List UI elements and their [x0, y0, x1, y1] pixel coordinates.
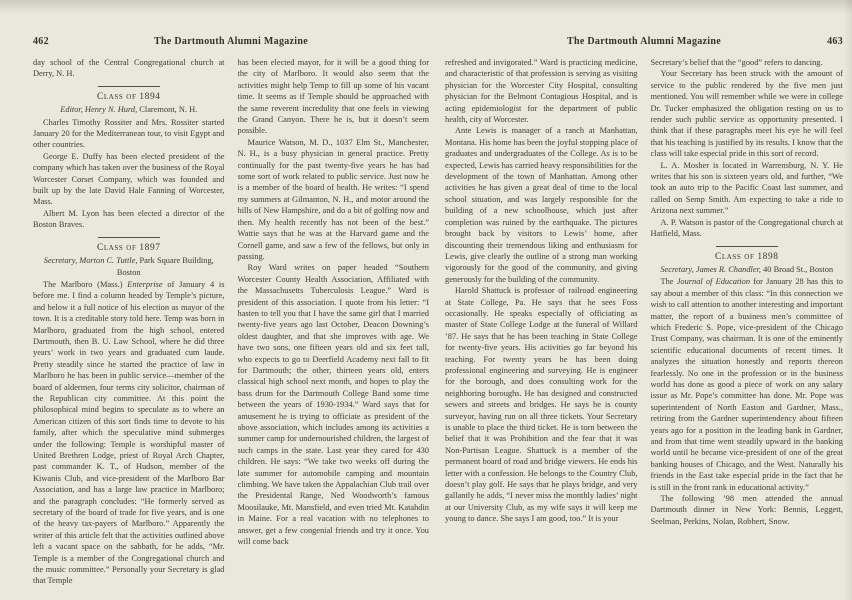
paragraph: Ante Lewis is manager of a ranch at Manhattan, Montana. His home has been the joyful stopping place of graduates and undergraduates of the College. As is to be expected, Lewis has carried heavy responsibilities for the development of the town of Manhattan. Among other activities he has given a great deal of time to the local school situation, and was largely responsible for the building of a new schoolhouse, which just after completion was ruined by the earthquake. The pictures brought back by visitors to Lewis’ home, after discounting their tremendous liking and enthusiasm for Lewis, give clearly the outline of a strong man working vigorously for the good of the community, and giving generously for the building of the community. — [445, 126, 638, 284]
left-column-1 — [33, 57, 225, 594]
paragraph — [651, 276, 844, 493]
paragraph-text: of January 4 is before me. I find a column headed by Temple’s picture, and below it a full notice of his election as mayor of the town. It is a creditable story told here. Temp was born in Marlboro, graduated from the high school, entered Dartmouth, then B. U. Law School, where he did three years’ work in two years and graduated cum laude. Pretty steadily since he started the practice of law in Marlboro he has been in public service—member of the board of aldermen, four terms city solicitor, chairman of the Republican city committee. At this point the philosophical mind begins to speculate as to where an American citizen of this sort finds time to devote to his family, after which the speculative mind submerges under the following: Temple is worshipful master of United Brethren Lodge, priest of Royal Arch Chapter, past commander K. T., of Hudson, member of the Kiwanis Club, and vice-president of the Marlboro Bar Association, and has a large law practice in Marlboro; and the paragraph concludes: “He formerly served as secretary of the board of trade for five years, and is one of the heavy tax-payers of Marlboro.” Apparently the writer of this article felt that the activities outlined above left a vacant space on the sabbath, for he adds, “Mr. Temple is a member of the Congregational church and the music committee.” Personally your Secretary is glad that Temple — [33, 279, 225, 586]
right-column-2 — [651, 57, 844, 594]
class-heading-1894: Class of 1894 — [96, 91, 161, 102]
left-column-2 — [238, 57, 430, 594]
class-heading-1897: Class of 1897 — [96, 242, 161, 253]
paragraph-text: for January 28 has this to say about a member of this class: “In this connection we wish to call attention to another interesting and important matter, the report of a business men’s committee of which Frederic S. Pope, vice-president of the Chicago Trust Company, was chairman. It is one of the eminently scientific educational documents of recent times. It analyzes the situation honestly and reports thereon fearlessly. No one in the profession or in the business world has done as good a piece of work on any salary issue as Mr. Pope’s committee has done. Mr. Pope was superintendent of North Easton and Gardner, Mass., retiring from the Gardner superintendency about fifteen years ago for a position in the leading bank in Gardner, and from that time went steadily upward in the banking world until he became vice-president of one of the great banking houses of Chicago, and the West. Naturally his friends in the East take especial pride in the fact that he is still in the front rank in educational activity.” — [650, 277, 843, 492]
officer-name: Editor, Henry N. Hurd, — [60, 105, 138, 115]
publication-name: Journal of Education — [676, 277, 751, 287]
class-heading-1898: Class of 1898 — [714, 251, 779, 262]
left-page-header — [33, 36, 429, 50]
section-divider — [716, 246, 778, 247]
paragraph: Charles Timothy Rossiter and Mrs. Rossiter started January 20 for the Mediterranean tour, to visit Egypt and other countries. — [33, 117, 225, 150]
paragraph: George E. Duffy has been elected president of the company which has taken over the business of the Royal Worcester Corset Company, which was founded and built up by the late David Hale Fanning of Worcester, Mass. — [33, 151, 225, 207]
section-divider — [98, 237, 160, 238]
officer-address: Claremont, N. H. — [137, 105, 198, 115]
magazine-title: The Dartmouth Alumni Magazine — [567, 36, 721, 47]
class-officer-line — [33, 255, 225, 278]
paragraph: Maurice Watson, M. D., 1037 Elm St., Manchester, N. H., is a busy physician in general practice. Pretty continually for the past twenty-five years he has had some sort of work related to public service. Just now he is a member of the board of health. He writes: “I spend my summers at Gilmanton, N. H., and motor around the hills of New Hampshire, and do a bit of golfing now and then. My health recently has not been of the best.” Wattie says that he was at the Harvard game and the Cornell game, and saw a few of the fellows, but only in passing. — [237, 137, 429, 261]
paragraph: Albert M. Lyon has been elected a director of the Boston Braves. — [33, 208, 225, 230]
paragraph: Your Secretary has been struck with the amount of service to the public rendered by the five men just mentioned. You will remember while we were in college Dr. Tucker emphasized the obligation resting on us to render such public service as opportunity presented. I think that if these paragraphs meet his eye he will feel that his teaching is justified by its results. I know that the class will take especial pride in this sort of record. — [650, 69, 843, 159]
section-divider — [98, 86, 160, 87]
paragraph: Harold Shattuck is professor of railroad engineering at State College, Pa. He says that he sees Foss occasionally. He speaks especially of officiating as master of State College Lodge at the funeral of Willard ’87. He says that he has been teaching in State College for twenty-five years. His activities go far beyond his teaching. For twenty years he has been doing professional engineering and surveying. He is engineer for the borough, and does consulting work for the neighboring boroughs. He has designed and constructed sewers and streets and bridges. He says he is county surveyor, having run on all three tickets. Your Secretary is unable to place the third ticket. He is torn between the belief that it was Prohibition and the fear that it was Non-Partisan League. Shattuck is a member of the permanent board of road and bridge viewers. He ends his letter with a confession. He belongs to the Country Club, doesn’t play golf. He says that he plays bridge, and very gallantly he adds, “I never miss the monthly ladies’ night at our University Club, as my wife says it will keep me young to dance. She says I am good, too.” It is your — [445, 286, 638, 524]
magazine-title: The Dartmouth Alumni Magazine — [154, 36, 308, 47]
paragraph-text: The Marlboro (Mass.) — [43, 279, 128, 289]
officer-name: Secretary, James R. Chandler, — [660, 264, 761, 274]
paragraph: has been elected mayor, for it will be a good thing for the city of Marlboro. It would also seem that the activities might help Temp to fill up some of his vacant time. It seems as if Temple should be approached with the same reverent incredulity that one feels in viewing the Grand Canyon. There he is, but it doesn’t seem possible. — [237, 58, 429, 136]
right-page-header — [445, 36, 843, 50]
right-page — [426, 0, 852, 600]
class-officer-line — [33, 104, 225, 115]
paragraph: refreshed and invigorated.” Ward is practicing medicine, and characteristic of that profession is serving as visiting physician for the Worcester City Hospital, consulting physician for the Belmont Contagious Hospital, and is acting epidemiologist for the department of public health, city of Worcester. — [445, 58, 638, 125]
paragraph: day school of the Central Congregational church at Derry, N. H. — [33, 58, 225, 79]
officer-address: Park Square Building, Boston — [116, 256, 214, 277]
paragraph — [33, 279, 225, 587]
paragraph: Roy Ward writes on paper headed “Southern Worcester County Health Association, Affiliated with the Massachusetts Tuberculosis League.” Ward is president of this association. I quote from his letter: “I hasten to tell you that I have the same girl that I married twenty-five years ago last October, Deacon Downing’s oldest daughter, and that she improves with age. We have two sons, one fifteen years old and six feet tall, who expects to go to Deerfield Academy next fall to fit for Dartmouth; the other, thirteen years old, enters classical high school next month, and hopes to play the bass drum for the Dartmouth College Band some time between the years of 1930-1934.” Ward says that for amusement he is trying to officiate as president of the above association, which includes among its activities a summer camp for undernourished children, the largest of such camps in the state. Last year they cared for 430 children. He says: “We take two weeks off during the late summer for automobile camping and mountain climbing. We have taken the Appalachian Club trail over the Presidental Range, Ned Woodworth’s famous Moosilauke, Mt. Mansfield, and even tried Mt. Katahdin in Maine. For a real vacation with no telephones to answer, get a few congenial friends and try it once. You will come back — [237, 263, 429, 547]
left-page-columns — [33, 57, 429, 594]
paragraph: A. P. Watson is pastor of the Congregational church at Hatfield, Mass. — [650, 217, 843, 239]
right-page-columns — [445, 57, 843, 594]
paragraph: Secretary’s belief that the “good” refers to dancing. — [650, 58, 823, 67]
publication-name: Enterprise — [127, 279, 163, 289]
officer-name: Secretary, Morton C. Tuttle, — [43, 256, 138, 266]
paragraph: The following ’98 men attended the annual Dartmouth dinner in New York: Bennis, Leggett, Seelman, Perkins, Nolan, Robbert, Snow. — [650, 494, 843, 526]
page-number: 463 — [827, 36, 843, 47]
right-column-1 — [445, 57, 638, 594]
paragraph: L. A. Mosher is located in Warrensburg, N. Y. He writes that his son is sixteen years old, and further, “We took an auto trip to the Pacific Coast last summer, and called on Semp Smith. Am expecting to take a ride to Arizona next summer.” — [650, 160, 843, 216]
officer-address: 40 Broad St., Boston — [761, 264, 834, 274]
page-number: 462 — [33, 36, 49, 47]
class-officer-line — [651, 264, 844, 275]
paragraph-text: The — [660, 277, 677, 287]
